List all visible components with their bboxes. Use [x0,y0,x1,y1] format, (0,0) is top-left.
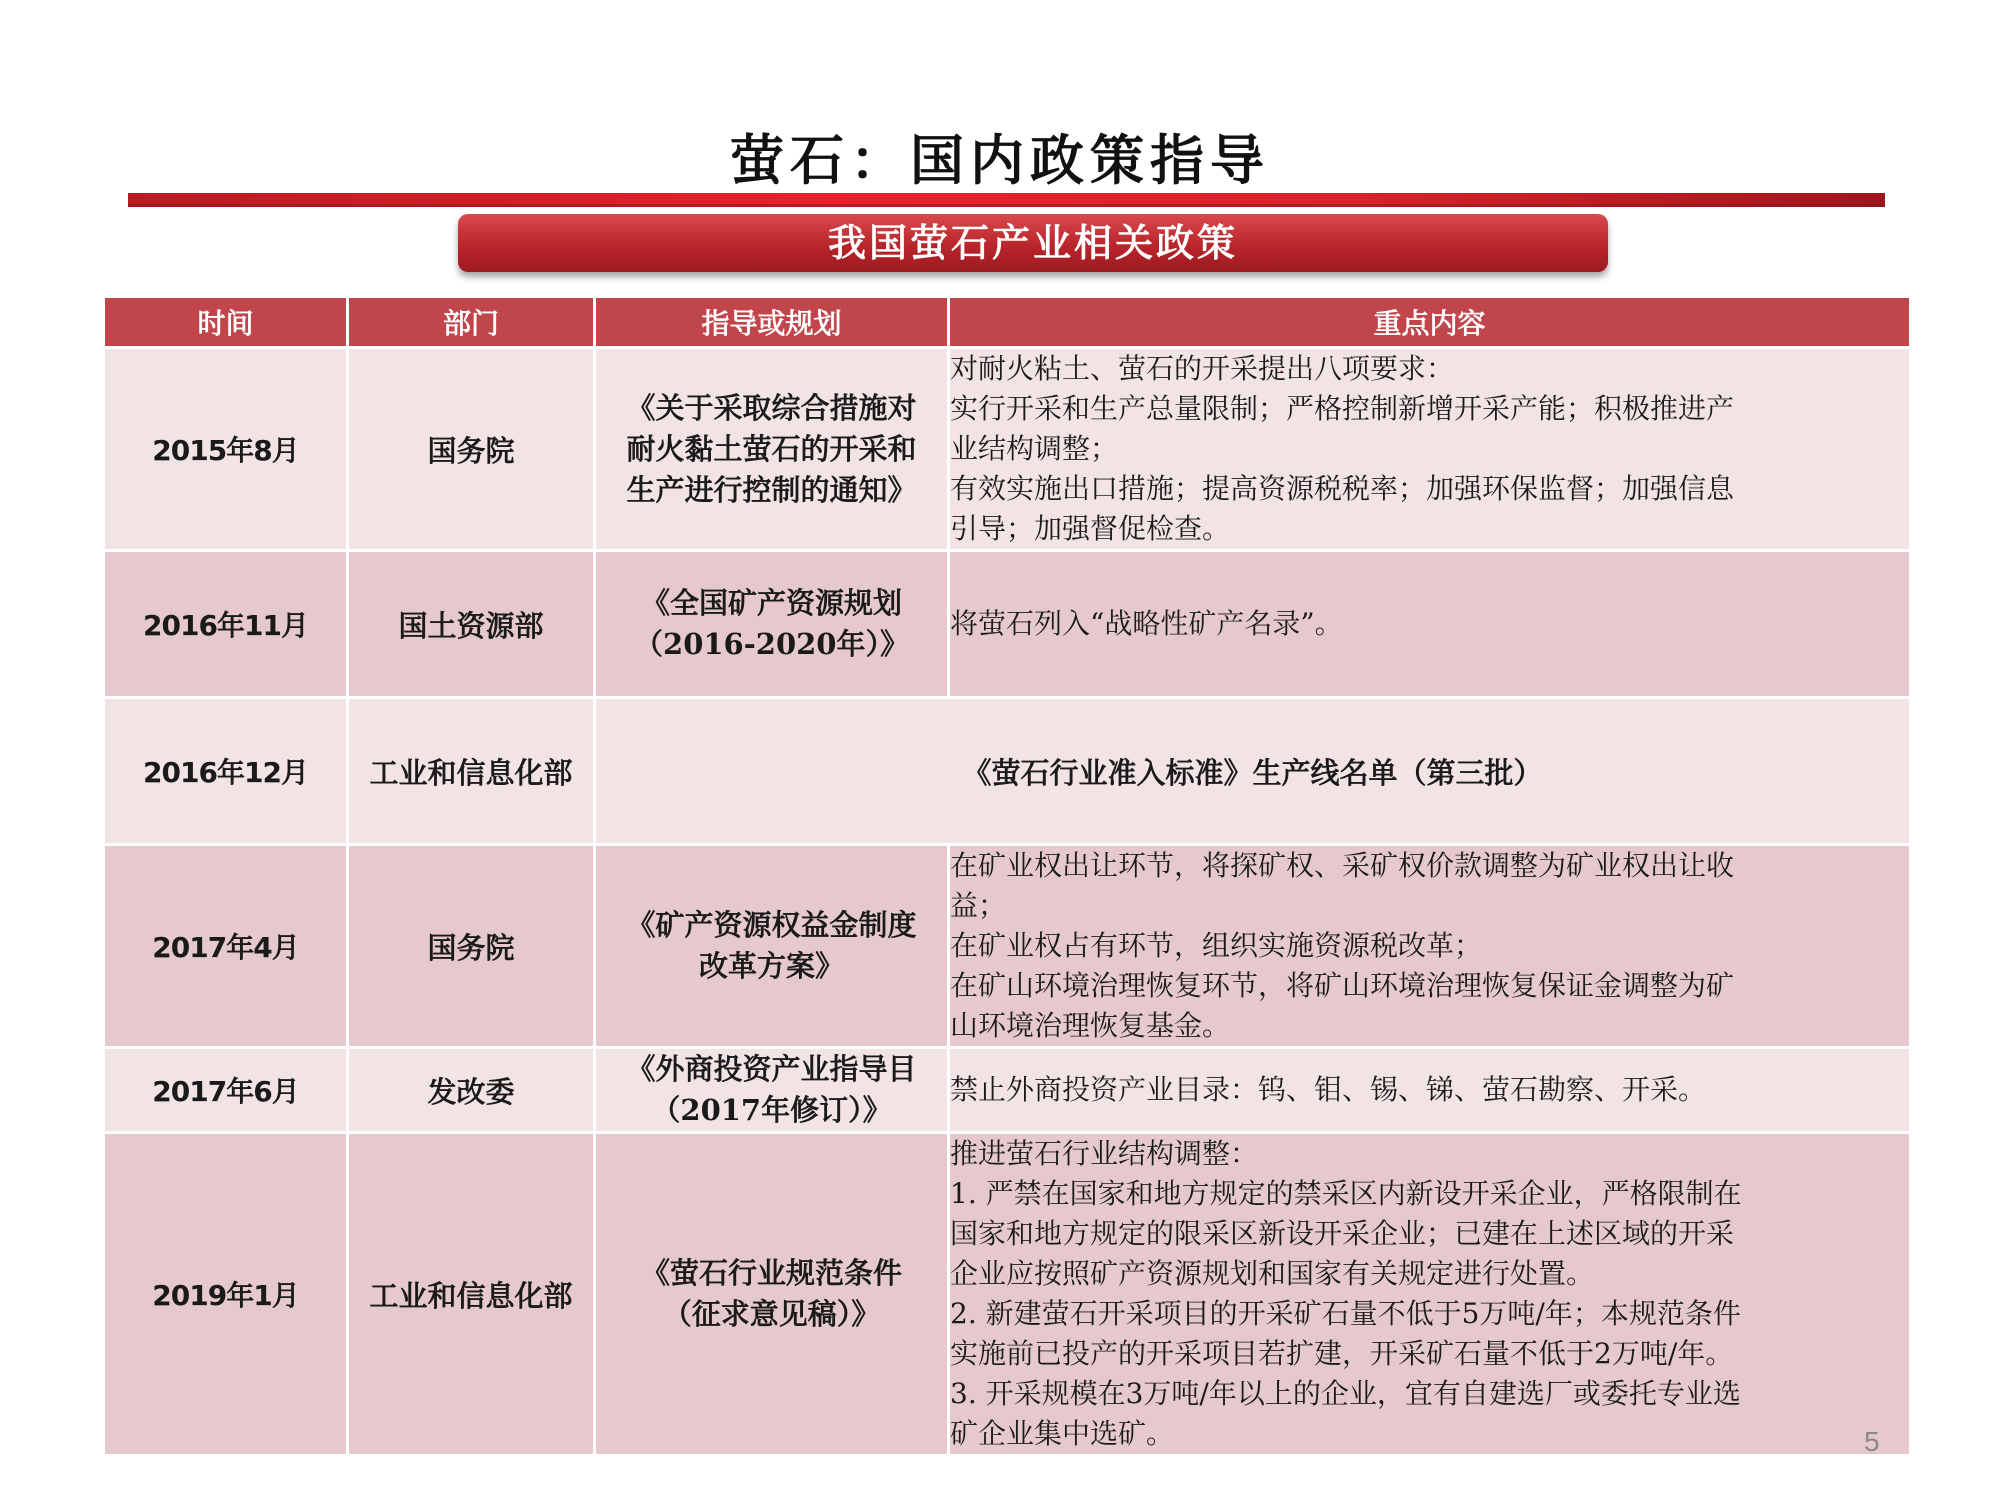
row-department: 国务院 [348,845,595,1048]
row-department: 发改委 [348,1048,595,1133]
policy-table [102,295,1912,1457]
table-header-row [104,297,1911,348]
plan-line: （征求意见稿）》 [662,1297,881,1331]
header-plan: 指导或规划 [595,297,949,348]
content-line: 2. 新建萤石开采项目的开采矿石量不低于5万吨/年；本规范条件 [950,1297,1741,1330]
content-line: 业结构调整； [950,432,1119,465]
table-row [104,698,1911,845]
row-plan [595,1048,949,1133]
row-department: 工业和信息化部 [348,698,595,845]
plan-line: 《萤石行业规范条件 [640,1256,902,1290]
table-row [104,551,1911,698]
section-banner: 我国萤石产业相关政策 [458,214,1608,272]
page-title: 萤石：国内政策指导 [730,128,1270,192]
plan-line: 耐火黏土萤石的开采和 [626,431,917,466]
row-date: 2016年12月 [104,698,348,845]
plan-line: （2017年修订）》 [651,1093,892,1127]
content-line: 3. 开采规模在3万吨/年以上的企业，宜有自建选厂或委托专业选 [950,1377,1741,1410]
header-date: 时间 [104,297,348,348]
content-line: 推进萤石行业结构调整： [950,1137,1259,1170]
content-line: 禁止外商投资产业目录：钨、钼、锡、锑、萤石勘察、开采。 [950,1073,1707,1106]
title-underline-band [128,193,1885,207]
content-line: 在矿业权出让环节，将探矿权、采矿权价款调整为矿业权出让收 [950,849,1735,882]
row-date: 2015年8月 [104,348,348,551]
row-merged-plan: 《萤石行业准入标准》生产线名单（第三批） [595,698,1911,845]
row-plan [595,845,949,1048]
content-line: 益； [950,889,1007,922]
row-content [949,1048,1911,1133]
content-line: 引导；加强督促检查。 [950,512,1231,545]
row-content [949,551,1911,698]
row-content [949,348,1911,551]
table-row [104,845,1911,1048]
row-plan [595,551,949,698]
page-number: 5 [1864,1426,1880,1457]
content-line: 有效实施出口措施；提高资源税税率；加强环保监督；加强信息 [950,472,1735,505]
content-line: 对耐火粘土、萤石的开采提出八项要求： [950,352,1455,385]
content-line: 在矿业权占有环节，组织实施资源税改革； [950,929,1483,962]
plan-line: 《矿产资源权益金制度 [626,908,917,942]
row-date: 2016年11月 [104,551,348,698]
row-department: 工业和信息化部 [348,1133,595,1456]
row-plan [595,348,949,551]
content-line: 山环境治理恢复基金。 [950,1009,1231,1042]
row-content [949,845,1911,1048]
content-line: 国家和地方规定的限采区新设开采企业；已建在上述区域的开采 [950,1217,1735,1250]
row-content [949,1133,1911,1456]
content-line: 1. 严禁在国家和地方规定的禁采区内新设开采企业，严格限制在 [950,1177,1742,1210]
plan-line: （2016-2020年）》 [634,627,909,661]
plan-line: 《关于采取综合措施对 [626,390,917,425]
plan-line: 《全国矿产资源规划 [640,586,902,620]
table-row [104,1133,1911,1456]
plan-line: 改革方案》 [698,949,844,983]
content-line: 实行开采和生产总量限制；严格控制新增开采产能；积极推进产 [950,392,1735,425]
content-line: 矿企业集中选矿。 [950,1417,1175,1450]
row-department: 国土资源部 [348,551,595,698]
table-row [104,348,1911,551]
table-row [104,1048,1911,1133]
content-line: 实施前已投产的开采项目若扩建，开采矿石量不低于2万吨/年。 [950,1337,1734,1370]
content-line: 企业应按照矿产资源规划和国家有关规定进行处置。 [950,1257,1595,1290]
plan-line: 《外商投资产业指导目 [626,1052,917,1086]
row-date: 2017年4月 [104,845,348,1048]
plan-line: 生产进行控制的通知》 [626,472,917,507]
header-department: 部门 [348,297,595,348]
row-date: 2017年6月 [104,1048,348,1133]
row-date: 2019年1月 [104,1133,348,1456]
content-line: 将萤石列入“战略性矿产名录”。 [950,607,1343,640]
row-department: 国务院 [348,348,595,551]
content-line: 在矿山环境治理恢复环节，将矿山环境治理恢复保证金调整为矿 [950,969,1735,1002]
header-key-content: 重点内容 [949,297,1911,348]
row-plan [595,1133,949,1456]
